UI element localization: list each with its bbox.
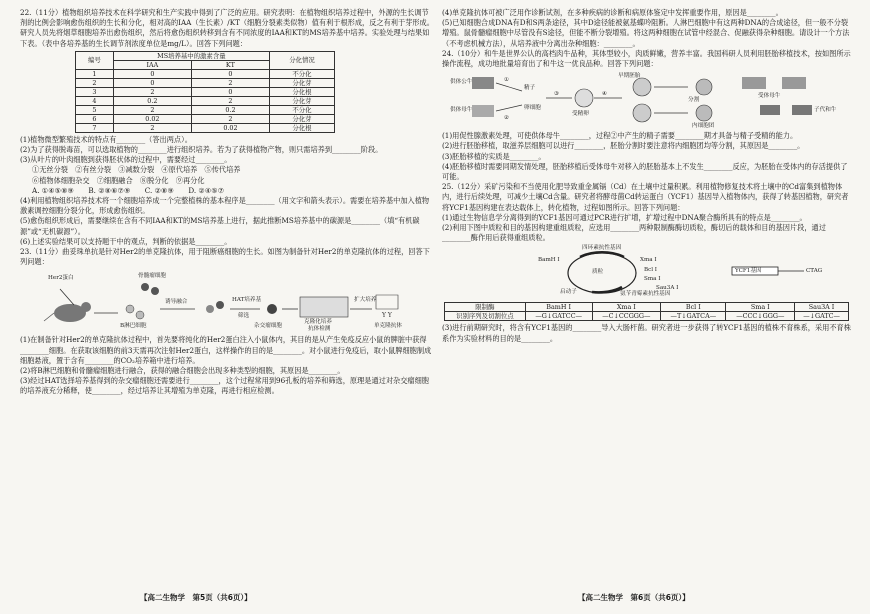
cell: 2 bbox=[113, 105, 191, 114]
cell: 分化根 bbox=[269, 87, 334, 96]
q24-sub2: (2)进行胚胎移植，取滋养层细胞可以进行________，胚胎分割时要注意将内细胞团均等分割，其原因是________。 bbox=[442, 141, 805, 151]
cell: 6 bbox=[76, 114, 114, 123]
recipient-cow-icon bbox=[782, 77, 806, 89]
q25-sub3: (3)进行前期研究时，将含有YCF1基因的________导入大肠杆菌。研究者进一步获得了转YCF1基因的植株不育株系，采用不育株系作为实验材料的目的是________。 bbox=[442, 323, 851, 343]
q22-sub3-options-a: ①无丝分裂 ②有丝分裂 ③减数分裂 ④原代培养 ⑤传代培养 bbox=[32, 165, 241, 175]
label-xma: Xma Ⅰ bbox=[640, 257, 657, 264]
label-split: 分割 bbox=[688, 97, 700, 104]
label-promoter: 启动子 bbox=[560, 289, 577, 296]
label-icm: 内细胞团 bbox=[692, 123, 715, 130]
q24-figure bbox=[442, 71, 854, 129]
label-myeloma: 骨髓瘤细胞 bbox=[138, 273, 166, 280]
q22-sub1: (1)植物微型繁殖技术的特点有________（答出两点）。 bbox=[20, 134, 192, 144]
step-4: ④ bbox=[602, 91, 608, 98]
blastocyst-icon bbox=[633, 78, 651, 96]
cell: 分化根 bbox=[269, 123, 334, 132]
label-egg: 卵细胞 bbox=[524, 105, 541, 112]
cell: 分化芽 bbox=[269, 78, 334, 87]
label-sau: Sau3A Ⅰ bbox=[656, 285, 679, 292]
cell: 0 bbox=[113, 69, 191, 78]
enzyme-table bbox=[444, 302, 849, 321]
label-bull: 供体公牛 bbox=[450, 79, 473, 86]
calf-icon bbox=[760, 105, 780, 115]
q22-intro: 22.（11分）植物组织培养技术在科学研究和生产实践中得到了广泛的应用。研究表明：在植物组织培养过程中，外源的生长调节剂的比例会影响愈伤组织的生长和分化，相对高的IAA（生长素）/KT（细胞分裂素类似物）值有利于根形成，反之有利于芽形成。研究人员先将烟草细胞培养出愈伤组织，然后将愈伤组织转移到含有不同浓度的IAA和KT的MS培养基中培养。实验处理与结果如下表。（表中各培养基的生长调节剂浓度单位是mg/L）。回答下列问题： bbox=[20, 8, 434, 48]
footer-page-6: 【高二生物学 第6页（共6页）】 bbox=[578, 593, 690, 602]
label-cow: 供体母牛 bbox=[450, 107, 473, 114]
cell: 3 bbox=[76, 87, 114, 96]
q25-sub2: (2)利用下图中质粒和目的基因构建重组质粒，应选用________两种限制酶酶切质粒，酶切后的载体和目的基因片段，通过________酶作用后获得重组质粒。 bbox=[442, 223, 826, 243]
amp-resistance-gene-icon bbox=[592, 287, 622, 292]
tet-resistance-gene-icon bbox=[580, 253, 624, 258]
q23-sub4: (4)单克隆抗体可被广泛用作诊断试剂，在多种疾病的诊断和病原体鉴定中发挥重要作用，原因是________。 bbox=[442, 8, 783, 17]
q24-sub1: (1)用促性腺激素处理，可使供体母牛________，过程②中产生的精子需要________期才具备与精子受精的能力。 bbox=[442, 131, 798, 141]
cell: Sma Ⅰ bbox=[726, 303, 795, 312]
step-3: ③ bbox=[554, 91, 560, 98]
cell: —T↓GATCA— bbox=[661, 312, 726, 321]
q22-sub5: (5)愈伤组织形成后，需要继续在含有不同IAA和KT的MS培养基上进行，据此推断MS培养基中的碳源是________（填“有机碳源”或“无机碳源”）。 bbox=[20, 216, 420, 236]
label-calf: 子代和牛 bbox=[814, 107, 837, 114]
hybrid-icon bbox=[216, 301, 224, 309]
label-clone: 克隆化培养 bbox=[304, 319, 332, 326]
label-detect: 抗体检测 bbox=[308, 326, 331, 333]
cell: Xma Ⅰ bbox=[592, 303, 661, 312]
zygote-icon bbox=[575, 89, 593, 107]
q24-sub3: (3)胚胎移植的实质是________。 bbox=[442, 151, 546, 161]
step-2: ② bbox=[504, 115, 510, 122]
cell: 分化芽 bbox=[269, 96, 334, 105]
label-bcl: Bcl Ⅰ bbox=[644, 267, 658, 274]
q22-sub3-options-b: ⑥植物体细胞杂交 ⑦细胞融合 ⑧脱分化 ⑨再分化 bbox=[32, 175, 205, 185]
label-recipient: 受体母牛 bbox=[758, 93, 781, 100]
q22-table bbox=[75, 51, 335, 133]
label-early-embryo: 早期胚胎 bbox=[618, 73, 641, 80]
step-1: ① bbox=[504, 77, 510, 84]
q22-sub4: (4)利用植物组织培养技术将一个细胞培养成一个完整植株的基本程序是________（用文字和箭头表示）。需要在培养基中加入植物激素调控细胞分裂分化，形成愈伤组织。 bbox=[20, 196, 430, 216]
label-hybrid: 杂交瘤细胞 bbox=[254, 323, 282, 330]
culture-plate-icon bbox=[300, 297, 348, 317]
table-row bbox=[76, 105, 335, 114]
q22-col-no: 编号 bbox=[76, 51, 114, 69]
page-5-column bbox=[20, 8, 435, 582]
arrow-icon bbox=[496, 83, 522, 91]
bull-icon bbox=[472, 77, 494, 89]
page-6-column bbox=[442, 8, 854, 582]
hybrid-icon bbox=[206, 305, 214, 313]
q22-col-kt: KT bbox=[191, 60, 269, 69]
table-row bbox=[76, 114, 335, 123]
table-row bbox=[76, 78, 335, 87]
cell: 0.02 bbox=[191, 123, 269, 132]
q24-sub4: (4)胚胎移植时需要同期发情处理，胚胎移植后受体母牛对移入的胚胎基本上不发生________反应，为胚胎在受体内的存活提供了可能。 bbox=[442, 161, 848, 182]
arrow-icon bbox=[496, 105, 522, 111]
label-mab: 单克隆抗体 bbox=[374, 323, 402, 330]
cell: —↓GATC— bbox=[795, 312, 849, 321]
q23-figure bbox=[20, 269, 435, 333]
label-expand: 扩大培养 bbox=[354, 297, 377, 304]
cow-icon bbox=[472, 105, 494, 117]
q23-sub3: (3)经过HAT选择培养基得到的杂交瘤细胞还需要进行________，这个过程常用到96孔板的培养和筛选，原理是通过对杂交瘤细胞的培养液充分稀释，使________，经过培养让其增殖为单克隆，再进行相应检测。 bbox=[20, 376, 429, 396]
q22-sub3: (3)从叶片的叶肉细胞到获得胚状体的过程中，需要经过________。 bbox=[20, 155, 232, 165]
split-embryo-icon bbox=[696, 105, 712, 121]
bcell-icon bbox=[126, 305, 134, 313]
cell: 分化芽 bbox=[269, 114, 334, 123]
myeloma-icon bbox=[141, 283, 149, 291]
table-row bbox=[76, 96, 335, 105]
arrow-icon bbox=[60, 289, 74, 305]
cell: Bcl Ⅰ bbox=[661, 303, 726, 312]
cell: Sau3A Ⅰ bbox=[795, 303, 849, 312]
mouse-tail-icon bbox=[44, 313, 54, 321]
q22-head-group: MS培养基中的激素含量 bbox=[113, 51, 269, 60]
cell: 2 bbox=[76, 78, 114, 87]
q25-intro: 25.（12分）采矿污染和不当使用化肥导致重金属镉（Cd）在土壤中过量积累。利用植物修复技术将土壤中的Cd富集到植物体内，进行后续处理，可减少土壤Cd含量。研究者将酵母菌Cd转运蛋白（YCF1）基因导入植物体内，获得了转基因植物，研究者将YCF1基因构建在表达载体上，转化植物，过程如图所示。回答下列问题： bbox=[442, 182, 849, 212]
cell: 7 bbox=[76, 123, 114, 132]
myeloma-icon bbox=[151, 287, 159, 295]
cell: 0.2 bbox=[191, 105, 269, 114]
cell: 识别序列及切割位点 bbox=[445, 312, 526, 321]
label-fuse: 诱导融合 bbox=[165, 299, 188, 306]
cell: 0 bbox=[191, 69, 269, 78]
cell: —G↓GATCC— bbox=[525, 312, 592, 321]
label-bcell: B淋巴细胞 bbox=[120, 323, 147, 330]
cell: 2 bbox=[113, 87, 191, 96]
label-ctag: CTAG bbox=[806, 268, 823, 275]
table-row bbox=[76, 69, 335, 78]
cell: 4 bbox=[76, 96, 114, 105]
calf-icon bbox=[792, 105, 812, 115]
split-embryo-icon bbox=[696, 79, 712, 95]
label-screen: 筛选 bbox=[238, 313, 250, 320]
cell: 5 bbox=[76, 105, 114, 114]
table-row bbox=[76, 87, 335, 96]
mouse-head-icon bbox=[81, 302, 91, 312]
q23-intro: 23.（11分）曲妥珠单抗是针对Her2的单克隆抗体，用于阻断癌细胞的生长。如图为制备针对Her2的单克隆抗体的过程，回答下列问题： bbox=[20, 247, 430, 267]
cell: BamH Ⅰ bbox=[525, 303, 592, 312]
cell: 不分化 bbox=[269, 105, 334, 114]
selected-hybrid-icon bbox=[267, 304, 277, 314]
cell: 2 bbox=[113, 123, 191, 132]
cell: 1 bbox=[76, 69, 114, 78]
cell: 2 bbox=[191, 78, 269, 87]
q22-col-iaa: IAA bbox=[113, 60, 191, 69]
label-tet-resistance: 四环素抗性基因 bbox=[582, 245, 622, 252]
cell: 2 bbox=[191, 114, 269, 123]
antibody-icon: Y Y bbox=[382, 312, 392, 320]
q25-plasmid-figure bbox=[442, 245, 854, 299]
q23-sub1: (1)在制备针对Her2的单克隆抗体过程中，首先要将纯化的Her2蛋白注入小鼠体内，其目的是从产生免疫反应小鼠的脾脏中获得________细胞。在获取该细胞的前3天需再次注射Her2蛋白，这样操作的目的是________。对小鼠进行免疫后，取小鼠脾细胞制成细胞悬液，置于含有________的CO₂培养箱中进行培养。 bbox=[20, 335, 432, 365]
cell: 0.2 bbox=[113, 96, 191, 105]
q22-col-result: 分化情况 bbox=[269, 51, 334, 69]
label-hat: HAT培养基 bbox=[232, 297, 262, 304]
q23-sub2: (2)将B淋巴细胞和骨髓瘤细胞进行融合，获得的融合细胞会出现多种类型的细胞，其原因是________。 bbox=[20, 366, 345, 376]
label-ycf1: YCF1基因 bbox=[735, 268, 762, 275]
bcell-icon bbox=[136, 311, 144, 319]
q23-sub5: (5)已知细胞合成DNA有D和S两条途径，其中D途径能被氨基蝶呤阻断。人淋巴细胞中有这两种DNA的合成途径，但一般不分裂增殖。鼠骨髓瘤细胞中尽管没有S途径，但能不断分裂增殖。将这两种细胞在试管中经混合、促融获得杂种细胞。请设计一个方法（不考虑机械方法），从培养液中分离出杂种细胞：________。 bbox=[442, 18, 850, 48]
label-plasmid: 质粒 bbox=[592, 269, 604, 276]
label-sperm: 精子 bbox=[524, 85, 536, 92]
table-row bbox=[76, 123, 335, 132]
label-sma: Sma Ⅰ bbox=[644, 276, 661, 283]
cell: 限制酶 bbox=[445, 303, 526, 312]
q22-sub3-choices: A. ①④⑤⑧⑨ B. ②⑧⑥⑦⑨ C. ②⑧⑨ D. ②④⑤⑦ bbox=[32, 185, 225, 195]
label-bamh: BamH Ⅰ bbox=[538, 257, 560, 264]
cell: 0.02 bbox=[113, 114, 191, 123]
cell: 2 bbox=[191, 96, 269, 105]
cell: —CCC↓GGG— bbox=[726, 312, 795, 321]
q25-sub1: (1)通过生物信息学分离得到的YCF1基因可通过PCR进行扩增，扩增过程中DNA聚合酶所具有的特点是________。 bbox=[442, 212, 807, 222]
label-amp-resistance: 氨苄青霉素抗性基因 bbox=[620, 291, 671, 298]
q24-intro: 24.（10分）和牛是世界公认的高档肉牛品种，其体型较小，肉质鲜嫩，营养丰富。我国科研人员利用胚胎移植技术，按如图所示操作流程，成功地批量培育出了和牛这一优良品种。回答下列问题： bbox=[442, 48, 851, 69]
blastocyst-icon bbox=[633, 104, 651, 122]
cell: 0 bbox=[113, 78, 191, 87]
cell: —C↓CCGGG— bbox=[592, 312, 661, 321]
q22-sub6: (6)上述实验结果可以支持题干中的观点，判断的依据是________。 bbox=[20, 236, 232, 246]
label-her2: Her2蛋白 bbox=[48, 275, 74, 282]
footer-page-5: 【高二生物学 第5页（共6页）】 bbox=[140, 593, 252, 602]
flask-icon bbox=[376, 295, 398, 309]
cell: 0 bbox=[191, 87, 269, 96]
label-zygote: 受精卵 bbox=[572, 111, 589, 118]
q22-sub2: (2)为了获得脱毒苗，可以选取植物的________进行组织培养。若为了获得植物产物，则只需培养到________阶段。 bbox=[20, 145, 383, 155]
recipient-cow-icon bbox=[742, 77, 766, 89]
cell: 不分化 bbox=[269, 69, 334, 78]
